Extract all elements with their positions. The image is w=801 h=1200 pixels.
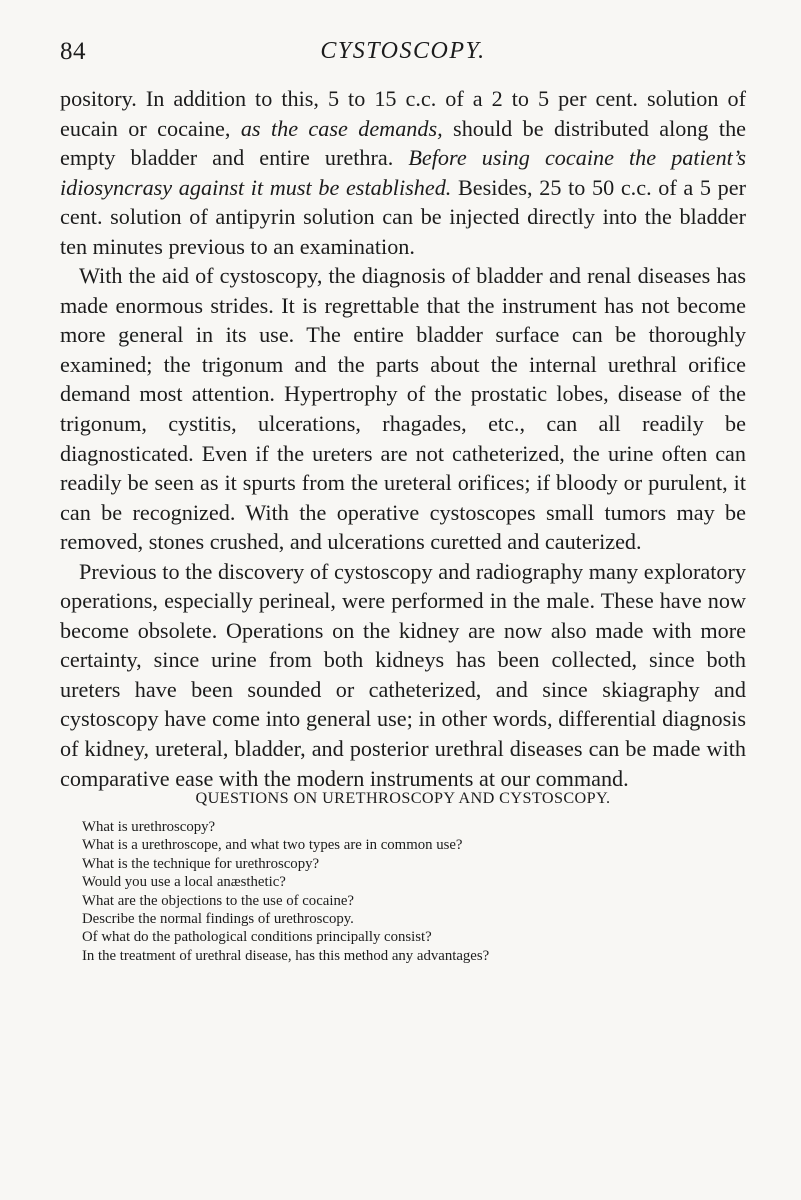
running-title: CYSTOSCOPY. [320,38,486,64]
question-item: What is the technique for urethroscopy? [82,855,320,872]
paragraph-1-italic-a: as the case demands, [240,115,443,141]
questions-heading: QUESTIONS ON URETHROSCOPY AND CYSTOSCOPY. [195,789,611,807]
paragraph-1-text-b: should be distributed along the empty bladder and entire urethra. [60,115,747,171]
question-item: Describe the normal findings of urethroscopy. [82,911,354,928]
body-text [60,84,746,793]
paragraph-3: Previous to the discovery of cystoscopy and radiography many exploratory operations, especially perineal, were performed in the male. These have now become obsolete. Operations on the kidney are now also made with more certainty, since urine from both kidneys has been collected, since both ureters have been sounded or catheterized, and since skiagraphy and cystoscopy have come into general use; in other words, differential diagnosis of kidney, ureteral, bladder, and posterior urethral diseases can be made with comparative ease with the modern instruments at our command. [60,558,746,791]
paragraph-1 [60,84,746,261]
paragraph-1-text-a: pository. In addition to this, 5 to 15 c.c. of a 2 to 5 per cent. solution of eucain or cocaine, [60,86,746,141]
question-item: What is a urethroscope, and what two types are in common use? [82,837,463,854]
paragraph-1-italic-b: Before using cocaine the patient’s idiosyncrasy against it must be established. [60,145,746,200]
question-item: Would you use a local anæsthetic? [82,874,286,891]
question-item: Of what do the pathological conditions principally consist? [82,929,432,946]
questions-list [82,818,762,965]
question-item: What are the objections to the use of cocaine? [82,892,354,909]
paragraph-2: With the aid of cystoscopy, the diagnosis of bladder and renal diseases has made enormous strides. It is regrettable that the instrument has not become more general in its use. The entire bladder surface can be thoroughly examined; the trigonum and the parts about the internal urethral orifice demand most attention. Hypertrophy of the prostatic lobes, disease of the trigonum, cystitis, ulcerations, rhagades, etc., can all readily be diagnosticated. Even if the ureters are not catheterized, the urine often can readily be seen as it spurts from the ureteral orifices; if bloody or purulent, it can be recognized. With the operative cystoscopes small tumors may be removed, stones crushed, and ulcerations curetted and cauterized. [60,263,746,555]
page-header [60,38,746,70]
paragraph-1-text-c: Besides, 25 to 50 c.c. of a 5 per cent. solution of antipyrin solution can be injected directly into the bladder ten minutes previous to an examination. [60,174,746,259]
question-item: What is urethroscopy? [82,819,216,835]
page-number: 84 [60,38,86,65]
question-item: In the treatment of urethral disease, has this method any advantages? [82,947,490,964]
